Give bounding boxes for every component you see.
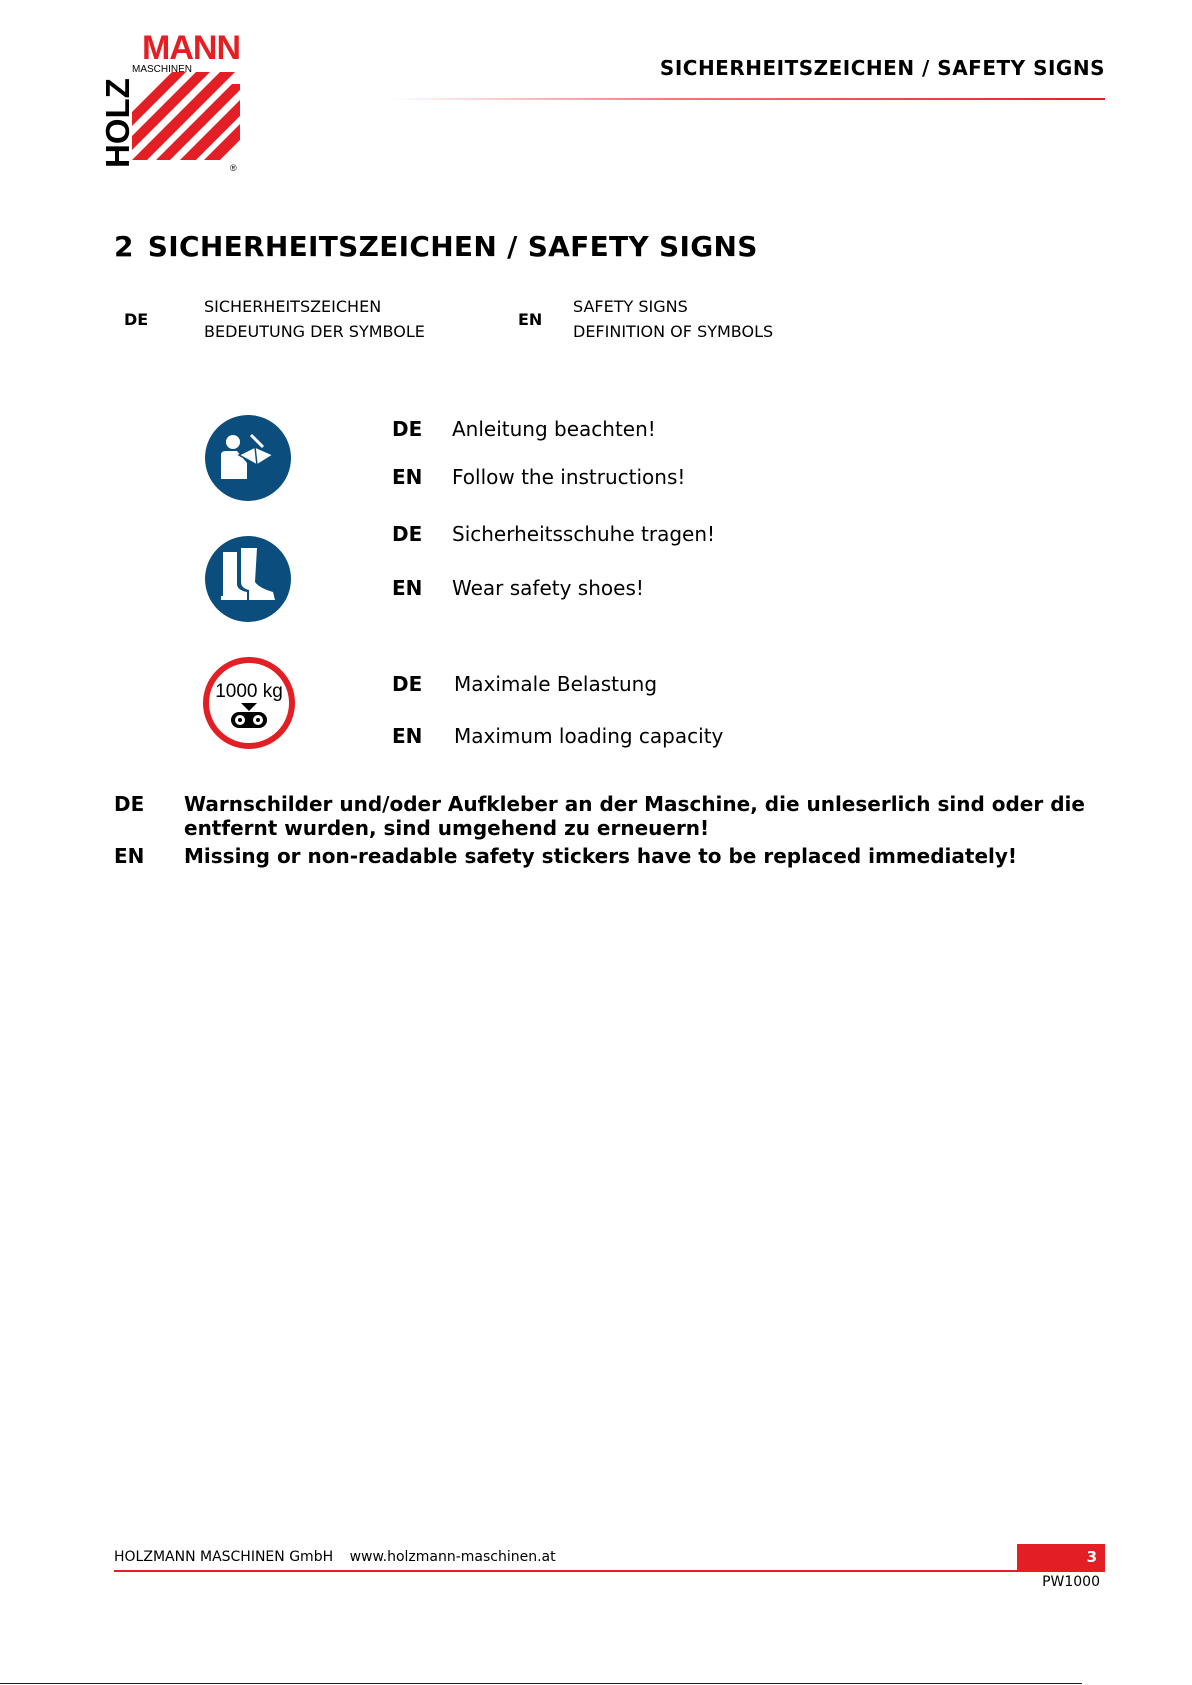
sign1-de-text: Anleitung beachten!	[452, 417, 656, 441]
sign1-de-code: DE	[392, 417, 423, 441]
page-number: 3	[1086, 1548, 1097, 1566]
intro-en-line1: SAFETY SIGNS	[573, 297, 688, 316]
company-logo	[99, 29, 240, 173]
notice-en-code: EN	[114, 844, 145, 868]
max-load-icon	[202, 656, 296, 750]
sign3-de-text: Maximale Belastung	[454, 672, 658, 696]
section-heading	[114, 230, 758, 263]
sign1-en-text: Follow the instructions!	[452, 465, 686, 489]
sign2-de-text: Sicherheitsschuhe tragen!	[452, 522, 716, 546]
document-code: PW1000	[1042, 1574, 1100, 1590]
safety-boots-icon	[203, 534, 293, 624]
footer-website: www.holzmann-maschinen.at	[349, 1549, 556, 1565]
section-title: SICHERHEITSZEICHEN / SAFETY SIGNS	[147, 230, 758, 263]
notice-de-text: Warnschilder und/oder Aufkleber an der Maschine, die unleserlich sind oder die entfernt wurden, sind umgehend zu erneuern!	[184, 792, 1085, 840]
header-title: SICHERHEITSZEICHEN / SAFETY SIGNS	[659, 56, 1105, 80]
max-load-label: 1000 kg	[215, 681, 283, 702]
page-number-box	[1017, 1544, 1105, 1570]
intro-de-line2: BEDEUTUNG DER SYMBOLE	[204, 322, 425, 341]
notice-en-text: Missing or non-readable safety stickers have to be replaced immediately!	[184, 844, 1018, 868]
logo-brand-top: MANN	[142, 29, 240, 67]
footer-company	[114, 1549, 556, 1565]
sign2-en-text: Wear safety shoes!	[452, 576, 644, 600]
footer-divider	[114, 1570, 1105, 1572]
header-divider	[390, 98, 1105, 100]
intro-en-line2: DEFINITION OF SYMBOLS	[573, 322, 774, 341]
sign1-en-code: EN	[392, 465, 423, 489]
footer-company-name: HOLZMANN MASCHINEN GmbH	[114, 1549, 334, 1565]
sign3-de-code: DE	[392, 672, 423, 696]
sign3-en-text: Maximum loading capacity	[454, 724, 724, 748]
page-edge-line	[0, 1683, 1082, 1684]
intro-de-code: DE	[124, 310, 149, 329]
intro-de-line1: SICHERHEITSZEICHEN	[204, 297, 382, 316]
sign2-de-code: DE	[392, 522, 423, 546]
sign3-en-code: EN	[392, 724, 423, 748]
logo-registered: ®	[230, 163, 237, 173]
section-number: 2	[114, 230, 134, 263]
read-manual-icon	[203, 413, 293, 503]
notice-de-code: DE	[114, 792, 145, 816]
intro-en-code: EN	[518, 310, 543, 329]
logo-subtitle: MASCHINEN	[132, 64, 193, 75]
sign2-en-code: EN	[392, 576, 423, 600]
logo-brand-vertical: HOLZ	[99, 78, 136, 168]
